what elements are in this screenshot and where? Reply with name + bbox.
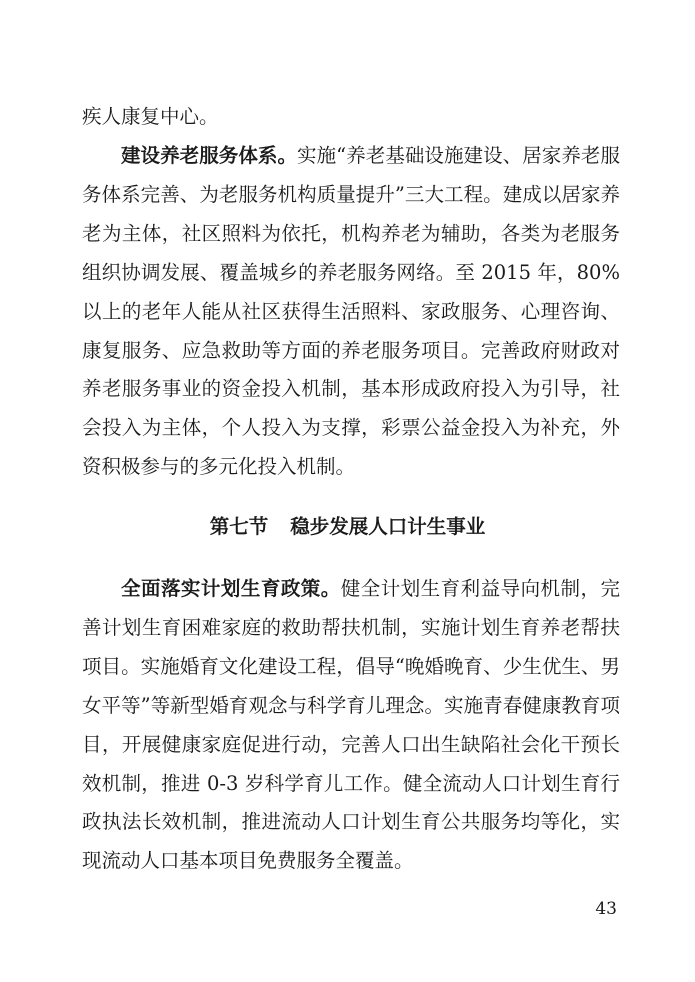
continuation-text: 疾人康复中心。	[82, 105, 219, 128]
page-number: 43	[595, 899, 617, 919]
section-heading	[0, 508, 695, 546]
elderly-service-heading: 建设养老服务体系。	[121, 144, 298, 167]
continuation-paragraph	[82, 98, 620, 137]
elderly-service-body: 实施“养老基础设施建设、居家养老服务体系完善、为老服务机构质量提升”三大工程。建成以居家养老为主体，社区照料为依托，机构养老为辅助，各类为老服务组织协调发展、覆盖城乡的养老服务网络。至 2015 年，80%以上的老年人能从社区获得生活照料、家政服务、心理咨询、康复服务、应急救助等方面的养老服务项目。完善政府财政对养老服务事业的资金投入机制，基本形成政府投入为引导，社会投入为主体，个人投入为支撑，彩票公益金投入为补充，外资积极参与的多元化投入机制。	[82, 144, 620, 479]
family-planning-paragraph	[82, 570, 620, 881]
family-planning-heading: 全面落实计划生育政策。	[121, 577, 341, 600]
elderly-service-paragraph	[82, 137, 620, 487]
section-number: 第七节	[209, 515, 269, 538]
family-planning-body: 健全计划生育利益导向机制，完善计划生育困难家庭的救助帮扶机制，实施计划生育养老帮扶项目。实施婚育文化建设工程，倡导“晚婚晚育、少生优生、男女平等”等新型婚育观念与科学育儿理念。实施青春健康教育项目，开展健康家庭促进行动，完善人口出生缺陷社会化干预长效机制，推进 0-3 岁科学育儿工作。健全流动人口计划生育行政执法长效机制，推进流动人口计划生育公共服务均等化，实现流动人口基本项目免费服务全覆盖。	[82, 577, 620, 873]
section-title: 稳步发展人口计生事业	[290, 515, 486, 538]
